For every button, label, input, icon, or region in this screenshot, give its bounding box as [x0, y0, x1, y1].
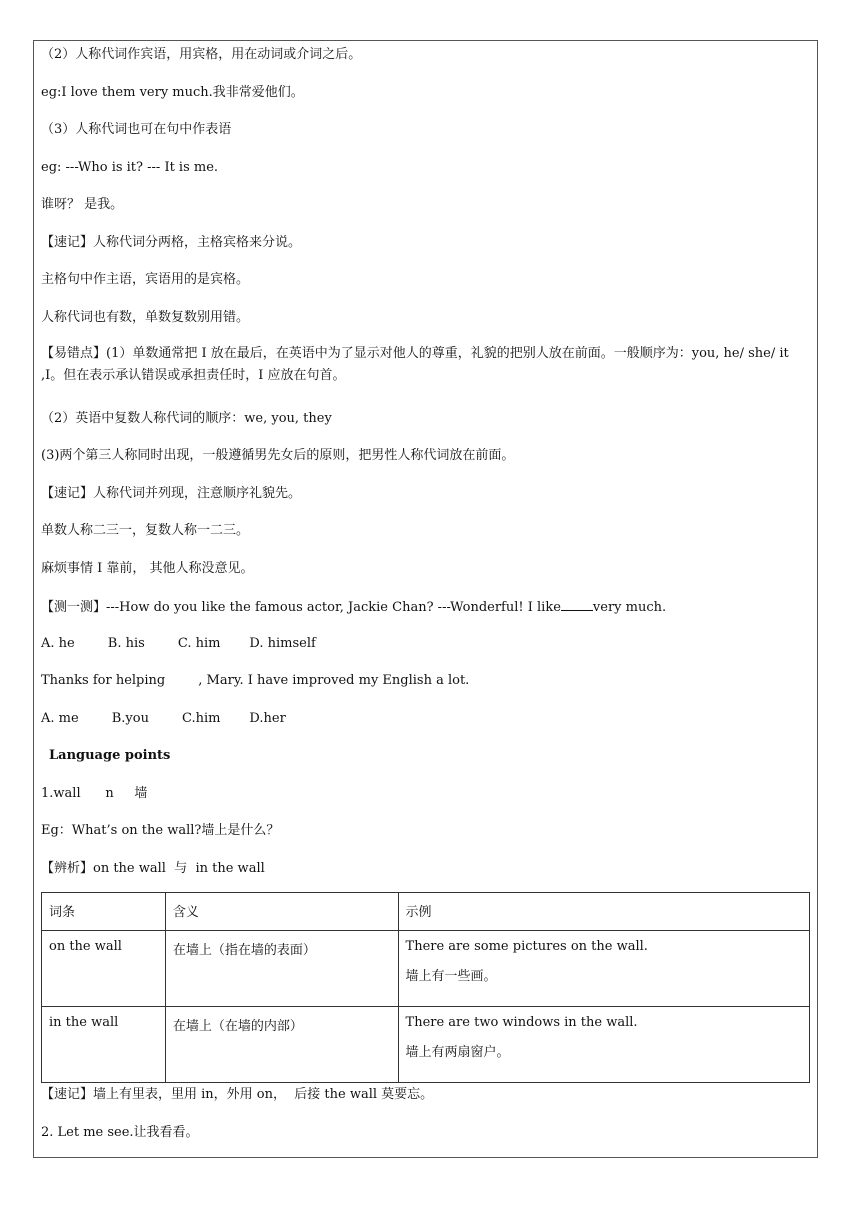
- text-line: （3）人称代词也可在句中作表语: [41, 122, 232, 137]
- text-line: (3)两个第三人称同时出现，一般遵循男先女后的原则，把男性人称代词放在前面。: [41, 448, 515, 463]
- table-cell-example: [398, 1007, 809, 1083]
- example-chinese: 墙上有两扇窗户。: [405, 1045, 510, 1060]
- text-line: 【速记】人称代词并列现，注意顺序礼貌先。: [41, 486, 302, 501]
- table-header-cell: 含义: [165, 893, 398, 931]
- text-line: 主格句中作主语，宾语用的是宾格。: [41, 272, 250, 287]
- comparison-table: [41, 892, 810, 1083]
- table-header-row: [42, 893, 810, 931]
- text-line: 谁呀？ 是我。: [41, 197, 124, 212]
- text-line: 麻烦事情 I 靠前， 其他人称没意见。: [41, 561, 254, 576]
- table-cell-meaning: 在墙上（指在墙的表面）: [165, 931, 398, 1007]
- table-header-cell: 示例: [398, 893, 809, 931]
- text-line: 人称代词也有数，单数复数别用错。: [41, 310, 250, 325]
- example-english: There are two windows in the wall.: [405, 1015, 638, 1030]
- text-line: eg: ---Who is it? --- It is me.: [41, 160, 219, 175]
- text-line: （2）英语中复数人称代词的顺序：we, you, they: [41, 411, 332, 426]
- text-line: （2）人称代词作宾语，用宾格，用在动词或介词之后。: [41, 47, 362, 62]
- text-line: 【速记】人称代词分两格，主格宾格来分说。: [41, 235, 302, 250]
- text-line: eg:I love them very much.我非常爱他们。: [41, 85, 304, 100]
- quiz-q1-prefix: 【测一测】---How do you like the famous actor, Jackie Chan? ---Wonderful! I like: [41, 600, 561, 615]
- quiz-q2-options: A. me B.you C.him D.her: [41, 711, 286, 726]
- table-cell-term: in the wall: [42, 1007, 166, 1083]
- quiz-question-1: [41, 598, 666, 616]
- vocab-item-2: 2. Let me see.让我看看。: [41, 1125, 199, 1140]
- quiz-q1-suffix: very much.: [592, 600, 667, 615]
- section-heading: Language points: [49, 748, 171, 763]
- text-paragraph: 【易错点】(1）单数通常把 I 放在最后，在英语中为了显示对他人的尊重，礼貌的把别人放在前面。一般顺序为：you, he/ she/ it ,I。但在表示承认错误或承担责任时，I 应放在句首。: [41, 346, 789, 383]
- example-english: There are some pictures on the wall.: [405, 939, 648, 954]
- answer-blank: [561, 598, 593, 611]
- table-cell-example: [398, 931, 809, 1007]
- text-line: 单数人称二三一，复数人称一二三。: [41, 523, 250, 538]
- memo-line: 【速记】墙上有里表，里用 in，外用 on， 后接 the wall 莫要忘。: [41, 1087, 434, 1102]
- vocab-item: 1.wall n 墙: [41, 786, 148, 801]
- quiz-question-2: Thanks for helping , Mary. I have improved my English a lot.: [41, 673, 470, 688]
- table-cell-term: on the wall: [42, 931, 166, 1007]
- compare-heading: 【辨析】on the wall 与 in the wall: [41, 861, 265, 876]
- table-row: [42, 931, 810, 1007]
- example-chinese: 墙上有一些画。: [405, 969, 497, 984]
- example-line: Eg：What’s on the wall?墙上是什么？: [41, 823, 280, 838]
- quiz-q1-options: A. he B. his C. him D. himself: [41, 636, 316, 651]
- table-row: [42, 1007, 810, 1083]
- table-cell-meaning: 在墙上（在墙的内部）: [165, 1007, 398, 1083]
- table-header-cell: 词条: [42, 893, 166, 931]
